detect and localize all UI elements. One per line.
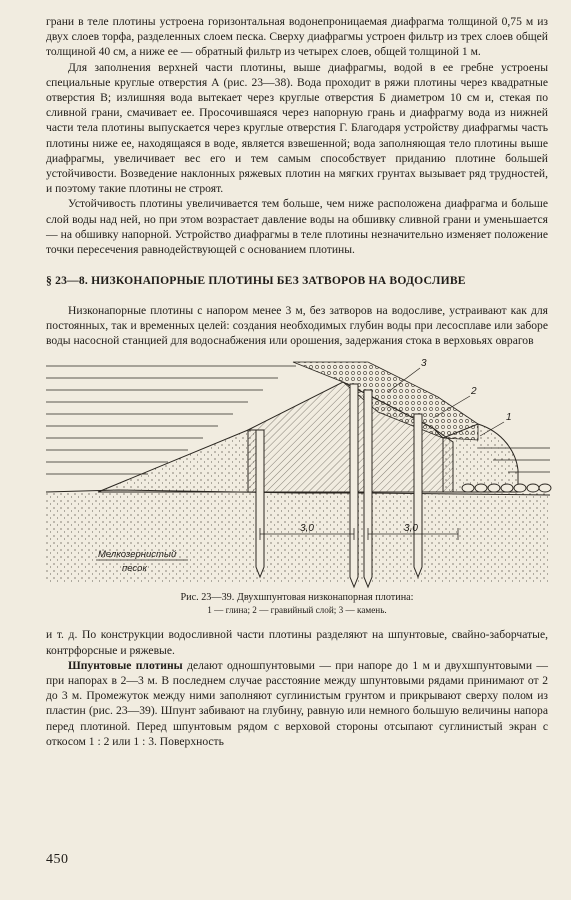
sheet-pile-2 [350,384,358,587]
paragraph-after-figure: и т. д. По конструкции водосливной части плотины разделяют на шпунтовые, свайно-заборчатые, контрфорсные и ряжевые. [46,628,548,657]
paragraph-sheet-pile-dams [46,658,548,749]
sheet-pile-4 [414,414,422,577]
caption-main: Рис. 23—39. Двухшпунтовая низконапорная плотина: [180,592,414,604]
downstream-mound [443,424,518,492]
paragraph-diaphragm: грани в теле плотины устроена горизонтальная водонепроницаемая диафрагма толщиной 0,75 м из двух слоев торфа, разделенных слоем песка. Сверху диафрагмы устроен фильтр из трех слоев общей толщиной 40 см, а ниже ее — обратный фильтр из четырех слоев, общей толщиной 1 м. [46,15,548,59]
section-heading: § 23—8. НИЗКОНАПОРНЫЕ ПЛОТИНЫ БЕЗ ЗАТВОРОВ НА ВОДОСЛИВЕ [46,274,466,288]
sheet-pile-3 [364,390,372,587]
dimension-right: 3,0 [404,523,418,535]
page-number: 450 [46,852,69,867]
dimension-left: 3,0 [300,523,314,535]
paragraph-openings: Для заполнения верхней части плотины, выше диафрагмы, водой в ее гребне устроены специальные круглые отверстия А (рис. 23—38). Вода проходит в ряжи плотины через квадратные отверстия В; излишняя вода вытекает через круглые отверстия Б диаметром 10 см и, стекая по сливной грани, смачивает ее. Просочившаяся через напорную грань и диафрагму вода из нижней части тела плотины выпускается через круглые отверстия Г. Благодаря устройству диафрагмы часть плотины ниже ее, находящаяся в воде, является взвешенной; вода заполняющая тело плотины выше диафрагмы, увеличивает вес его и тем самым способствует приданию плотине большей устойчивости. Возведение наклонных ряжевых плотин на мягких грунтах вызывает ряд трудностей, и поэтому такие плотины не строят. [46,60,548,196]
dam-figure [38,352,558,590]
label-3: 3 [421,358,427,370]
soil-label-line1: Мелкозернистый [98,549,177,561]
soil-label-line2: песок [122,563,147,575]
term-sheet-pile-dams: Шпунтовые плотины [68,658,183,672]
label-2: 2 [471,386,477,398]
figure-caption [46,591,548,617]
caption-legend: 1 — глина; 2 — гравийный слой; 3 — камень. [207,605,387,616]
paragraph-intro: Низконапорные плотины с напором менее 3 м, без затворов на водосливе, устраивают как для постоянных, так и временных целей: создания необходимых глубин воды при лесосплаве или заборе воды насосной станцией для водоснабжения или орошения, задержания стока в верховьях оврагов [46,303,548,348]
paragraph-stability: Устойчивость плотины увеличивается тем больше, чем ниже расположена диафрагма и больше слой воды над ней, но при этом возрастает давление воды на обшивку сливной грани и уменьшается — на обшивку напорной. Устройство диафрагмы в теле плотины незначительно изменяет положение точки пересечения равнодействующей с основанием плотины. [46,197,548,257]
sheet-pile-dams-text: делают одношпунтовыми — при напоре до 1 м и двухшпунтовыми — при напорах в 2—3 м. В последнем случае расстояние между шпунтовыми рядами принимают от 2 до 3 м. Промежуток между ними заполняют суглинистым грунтом и прикрывают сверху полом из пластин (рис. 23—39). Шпунт забивают на глубину, равную или немного большую величины напора перед плотиной. Перед шпунтовым рядом с верховой стороны отсыпают суглинистый экран с откосом 1 : 2 или 1 : 3. Поверхность [46,658,549,748]
label-1: 1 [506,412,512,424]
clay-screen [98,430,256,492]
page-content [46,14,548,749]
sheet-pile-1 [256,430,264,577]
dam-cross-section-drawing [38,352,558,590]
